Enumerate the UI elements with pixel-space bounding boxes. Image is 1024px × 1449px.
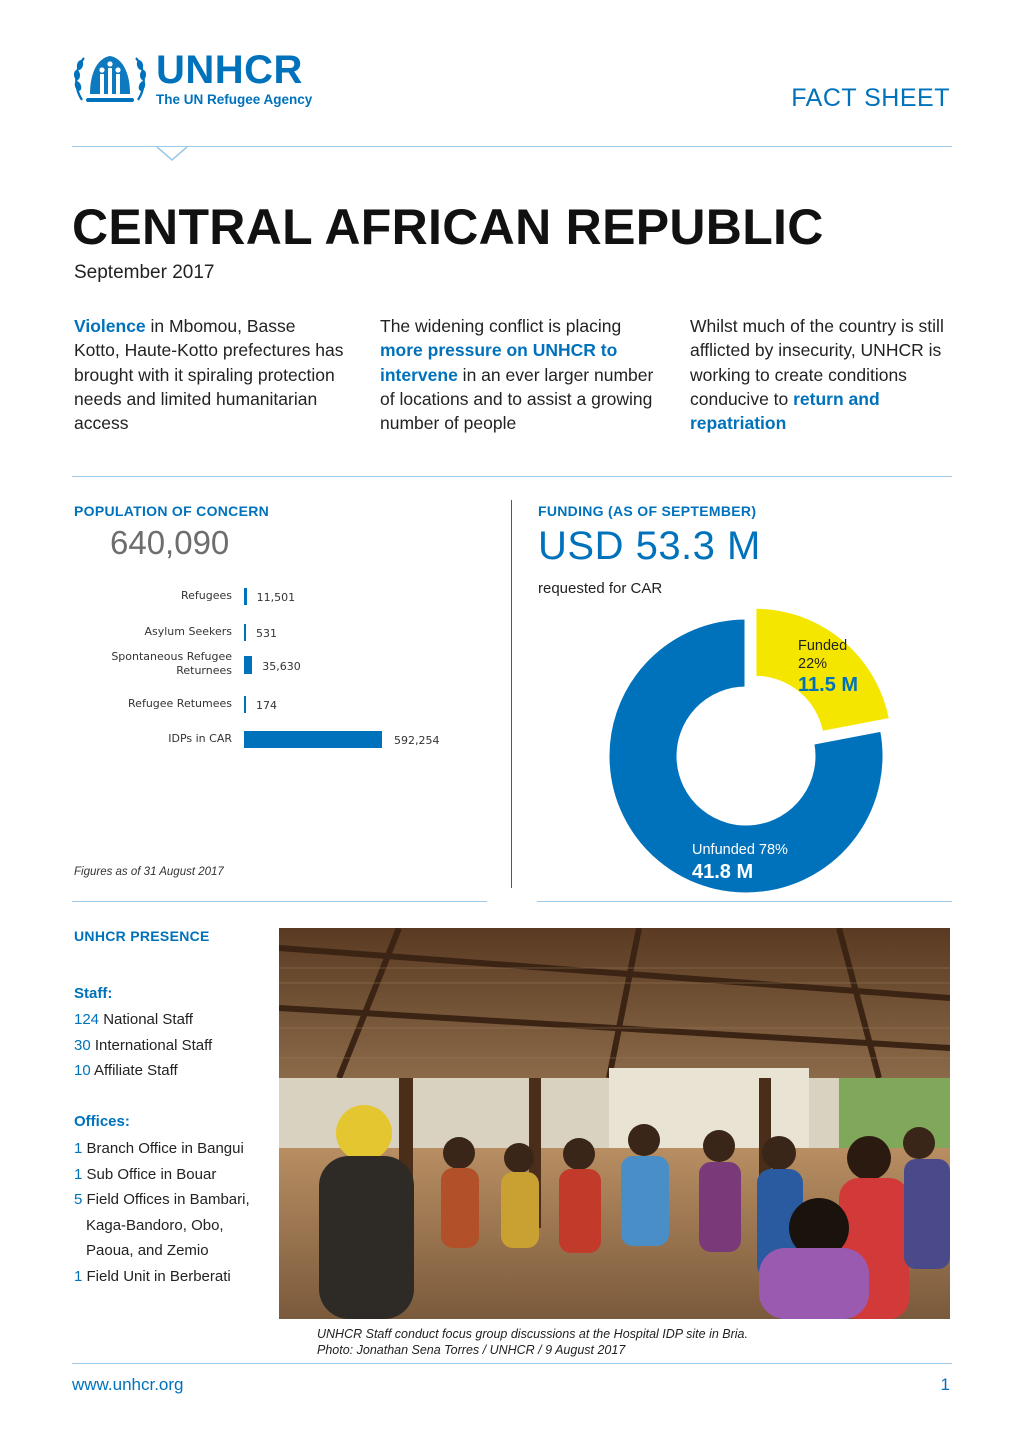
funding-subtitle: requested for CAR [538,580,663,597]
intro-highlight-1: Violence [74,316,146,336]
logo-wordmark: UNHCR [156,48,303,92]
intro-highlight-3: return and repatriation [690,388,880,434]
office-item-count: 1 [74,1165,83,1183]
staff-item-text: Affiliate Staff [90,1062,178,1079]
office-list [74,1139,250,1292]
bar-category-label: Refugee Retumees [128,697,232,710]
field-photo [279,928,950,1319]
intro-highlight-2: more pressure on UNHCR to intervene [380,340,618,385]
office-item [74,1190,250,1210]
bar [244,588,247,605]
bar [244,731,382,748]
bar-category-label: Spontaneous Refugee Returnees [111,650,232,677]
population-heading: POPULATION OF CONCERN [74,503,270,519]
report-date: September 2017 [74,262,215,283]
bar-row [74,694,514,724]
intro-column-3 [690,314,955,435]
office-item-text: Kaga-Bandoro, Obo, [86,1216,224,1234]
office-item [74,1267,250,1287]
bar [244,656,252,674]
photo-caption-line-1: UNHCR Staff conduct focus group discussions at the Hospital IDP site in Bria. [317,1327,748,1341]
focus-group-photo-illustration [279,928,950,1319]
bar [244,696,246,713]
population-total: 640,090 [110,524,230,561]
bar-value-label: 11,501 [256,591,296,604]
bar-value-label: 592,254 [394,734,440,747]
bar-row [74,586,514,616]
office-item [74,1241,250,1261]
office-item [74,1139,250,1159]
bar-category-label: Refugees [180,589,232,602]
intro-text-3: Whilst much of the country is still afflicted by insecurity, UNHCR is working to create conditions conducive to [690,316,944,409]
funded-amount: 11.5 M [798,674,859,696]
staff-item-count: 124 [74,1011,100,1028]
section-vertical-divider [511,500,512,888]
funding-heading: FUNDING (AS OF SEPTEMBER) [538,503,757,519]
photo-caption-line-2: Photo: Jonathan Sena Torres / UNHCR / 9 August 2017 [317,1343,626,1357]
office-item-text: Field Unit in Berberati [82,1267,231,1285]
staff-item-text: International Staff [90,1036,213,1054]
staff-item-text: National Staff [99,1011,193,1028]
office-item-text: Sub Office in Bouar [82,1165,217,1183]
photo-caption [317,1326,748,1358]
intro-text-1: in Mbomou, Basse Kotto, Haute-Kotto prefectures has brought with it spiraling protection needs and limited humanitarian access [74,316,344,434]
office-item-text: Branch Office in Bangui [82,1140,244,1157]
funded-pct: 22% [798,656,828,672]
bar-value-label: 174 [256,699,277,712]
footer-divider [72,1363,952,1364]
bar-value-label: 531 [256,627,277,640]
intro-divider [72,476,952,477]
staff-list [74,1010,212,1087]
funded-label [798,637,847,673]
bar-category-label: IDPs in CAR [168,732,232,745]
intro-column-1 [74,314,344,435]
bar-value-label: 35,630 [262,660,301,673]
bar-row [74,652,514,682]
population-footnote: Figures as of 31 August 2017 [74,866,224,878]
doc-type-label: FACT SHEET [791,84,950,112]
page-number: 1 [940,1375,950,1394]
office-item-text: Field Offices in Bambari, [82,1191,250,1208]
intro-text-2a: The widening conflict is placing [380,316,622,336]
logo-subtitle: The UN Refugee Agency [156,92,313,107]
funding-total: USD 53.3 M [538,524,761,568]
unhcr-logo [72,46,342,112]
bar-category-label: Asylum Seekers [144,625,232,638]
unhcr-emblem-icon [72,48,148,110]
bar-row [74,622,514,652]
funded-label-text: Funded [798,638,848,654]
staff-item [74,1061,212,1081]
staff-item [74,1010,212,1030]
header-divider [72,146,952,147]
office-item [74,1165,250,1185]
intro-text-2b: in an ever larger number of locations and to assist a growing number of people [380,364,654,434]
staff-item [74,1036,212,1056]
staff-item-count: 30 [74,1036,91,1054]
presence-heading: UNHCR PRESENCE [74,928,210,944]
bar-row [74,729,514,759]
office-item-text: Paoua, and Zemio [86,1242,209,1259]
office-item [74,1216,250,1236]
staff-item-count: 10 [74,1062,91,1079]
intro-column-2 [380,314,665,435]
staff-heading: Staff: [74,985,113,1002]
office-item-count: 1 [74,1140,83,1157]
page-title: CENTRAL AFRICAN REPUBLIC [72,199,824,255]
unfunded-label: Unfunded 78% [692,842,788,858]
bar [244,624,246,641]
chevron-down-icon [155,145,189,163]
office-item-count: 1 [74,1267,83,1285]
office-item-count: 5 [74,1191,83,1208]
unfunded-amount: 41.8 M [692,861,754,883]
footer-website-link[interactable]: www.unhcr.org [72,1375,184,1394]
funding-bottom-divider [537,901,952,902]
offices-heading: Offices: [74,1113,130,1130]
population-bottom-divider [72,901,487,902]
